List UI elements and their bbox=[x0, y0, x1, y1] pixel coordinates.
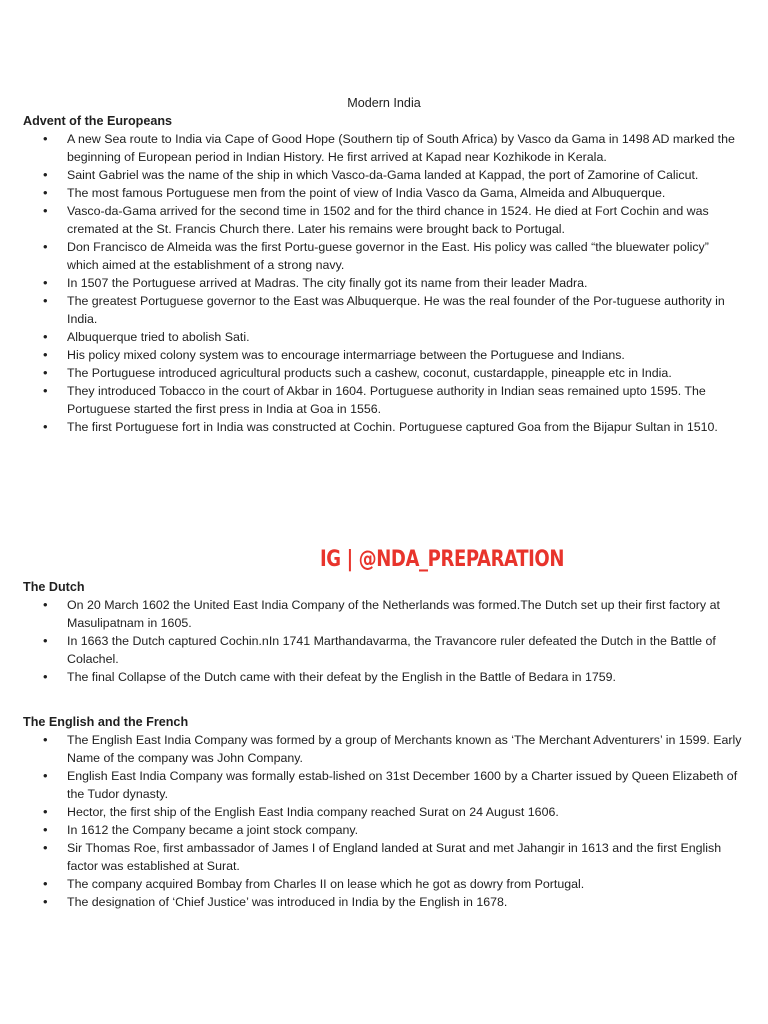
bullet-list bbox=[23, 731, 743, 911]
section-english-and-french bbox=[23, 713, 743, 911]
section-the-dutch bbox=[23, 578, 743, 686]
list-item: • They introduced Tobacco in the court of Akbar in 1604. Portuguese authority in Indian seas remained upto 1595. The Portuguese started the first press in India at Goa in 1556. bbox=[23, 382, 743, 418]
instagram-watermark: IG | @NDA_PREPARATION bbox=[320, 547, 565, 572]
list-item: • A new Sea route to India via Cape of Good Hope (Southern tip of South Africa) by Vasco da Gama in 1498 AD marked the beginning of European period in Indian History. He first arrived at Kapad near Kozhikode in Kerala. bbox=[23, 130, 743, 166]
list-item: • Don Francisco de Almeida was the first Portu-guese governor in the East. His policy was called “the bluewater policy” which aimed at the establishment of a strong navy. bbox=[23, 238, 743, 274]
list-item: • The Portuguese introduced agricultural products such a cashew, coconut, custardapple, pineapple etc in India. bbox=[23, 364, 743, 382]
list-item: • Sir Thomas Roe, first ambassador of James I of England landed at Surat and met Jahangir in 1613 and the first English factor was established at Surat. bbox=[23, 839, 743, 875]
section-heading: Advent of the Europeans bbox=[23, 114, 173, 128]
bullet-list bbox=[23, 130, 743, 436]
list-item: • Hector, the first ship of the English East India company reached Surat on 24 August 1606. bbox=[23, 803, 743, 821]
list-item: • In 1507 the Portuguese arrived at Madras. The city finally got its name from their leader Madra. bbox=[23, 274, 743, 292]
list-item: • The most famous Portuguese men from the point of view of India Vasco da Gama, Almeida and Albuquerque. bbox=[23, 184, 743, 202]
list-item: • English East India Company was formally estab-lished on 31st December 1600 by a Charter issued by Queen Elizabeth of the Tudor dynasty. bbox=[23, 767, 743, 803]
list-item: • In 1663 the Dutch captured Cochin.nIn 1741 Marthandavarma, the Travancore ruler defeated the Dutch in the Battle of Colachel. bbox=[23, 632, 743, 668]
bullet-list bbox=[23, 596, 743, 686]
section-heading: The Dutch bbox=[23, 580, 85, 594]
list-item: • In 1612 the Company became a joint stock company. bbox=[23, 821, 743, 839]
list-item: • The English East India Company was formed by a group of Merchants known as ‘The Merchant Adventurers’ in 1599. Early Name of the company was John Company. bbox=[23, 731, 743, 767]
list-item: • Albuquerque tried to abolish Sati. bbox=[23, 328, 743, 346]
list-item: • Vasco-da-Gama arrived for the second time in 1502 and for the third chance in 1524. He died at Fort Cochin and was cremated at the St. Francis Church there. Later his remains were brought back to Portugal. bbox=[23, 202, 743, 238]
section-heading: The English and the French bbox=[23, 715, 189, 729]
list-item: • On 20 March 1602 the United East India Company of the Netherlands was formed.The Dutch set up their first factory at Masulipatnam in 1605. bbox=[23, 596, 743, 632]
section-advent-of-europeans bbox=[23, 112, 743, 436]
list-item: • The designation of ‘Chief Justice’ was introduced in India by the English in 1678. bbox=[23, 893, 743, 911]
list-item: • His policy mixed colony system was to encourage intermarriage between the Portuguese and Indians. bbox=[23, 346, 743, 364]
list-item: • The first Portuguese fort in India was constructed at Cochin. Portuguese captured Goa from the Bijapur Sultan in 1510. bbox=[23, 418, 743, 436]
page-title: Modern India bbox=[347, 96, 421, 110]
list-item: • The company acquired Bombay from Charles II on lease which he got as dowry from Portugal. bbox=[23, 875, 743, 893]
list-item: • The greatest Portuguese governor to the East was Albuquerque. He was the real founder of the Por-tuguese authority in India. bbox=[23, 292, 743, 328]
list-item: • The final Collapse of the Dutch came with their defeat by the English in the Battle of Bedara in 1759. bbox=[23, 668, 743, 686]
list-item: • Saint Gabriel was the name of the ship in which Vasco-da-Gama landed at Kappad, the port of Zamorine of Calicut. bbox=[23, 166, 743, 184]
